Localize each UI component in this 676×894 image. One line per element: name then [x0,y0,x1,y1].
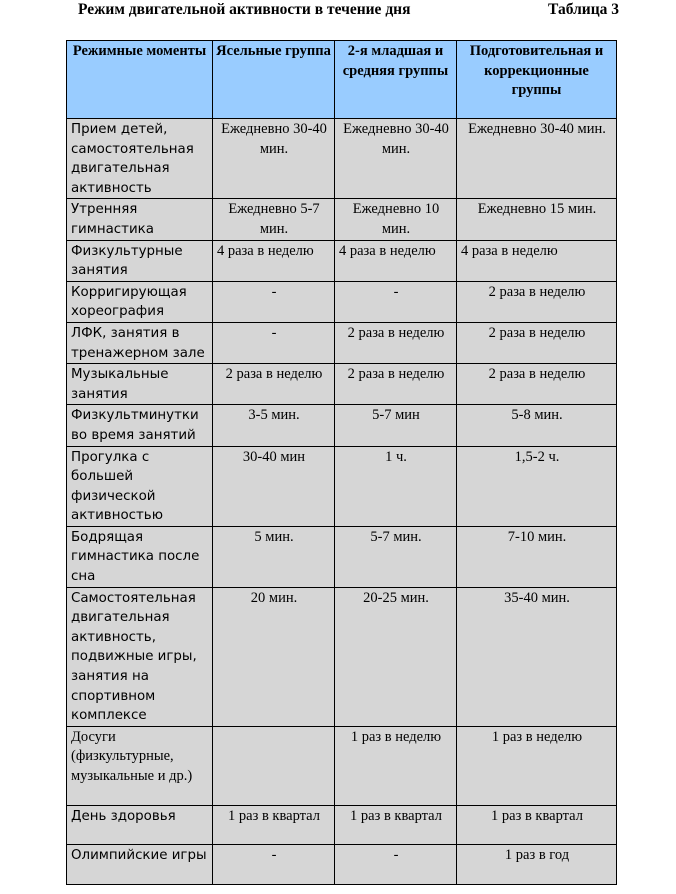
cell: 1,5-2 ч. [457,446,617,526]
row-name: Самостоятельная двигательная активность, подвижные игры, занятия на спортивном комплексе [67,587,213,726]
table-row [67,844,617,884]
table-row [67,405,617,446]
table-row [67,446,617,526]
cell: Ежедневно 10 мин. [335,199,457,240]
row-name: День здоровья [67,805,213,844]
cell: 2 раза в неделю [213,364,335,405]
table-row [67,119,617,199]
column-header: 2-я младшая и средняя группы [335,41,457,119]
cell: Ежедневно 30-40 мин. [457,119,617,199]
cell: 4 раза в неделю [335,240,457,281]
cell: 5-8 мин. [457,405,617,446]
row-name: Утренняя гимнастика [67,199,213,240]
cell: 4 раза в неделю [213,240,335,281]
cell: - [335,844,457,884]
header-row [67,41,617,119]
cell: 1 ч. [335,446,457,526]
row-name: Прием детей, самостоятельная двигательная активность [67,119,213,199]
cell: 20 мин. [213,587,335,726]
table-row [67,281,617,322]
cell: 1 раз в квартал [213,805,335,844]
cell: 1 раз в квартал [457,805,617,844]
row-name: Корригирующая хореография [67,281,213,322]
row-name: Досуги (физкультурные, музыкальные и др.) [67,726,213,805]
table-row [67,526,617,587]
table-row [67,240,617,281]
table-row [67,322,617,363]
cell: 5-7 мин. [335,526,457,587]
table-label: Таблица 3 [548,1,619,18]
column-header: Режимные моменты [67,41,213,119]
cell: - [213,281,335,322]
cell: 2 раза в неделю [457,281,617,322]
table-row [67,364,617,405]
cell: 5 мин. [213,526,335,587]
cell: 5-7 мин [335,405,457,446]
cell: Ежедневно 30-40 мин. [335,119,457,199]
cell: Ежедневно 15 мин. [457,199,617,240]
cell: 2 раза в неделю [457,322,617,363]
cell: 2 раза в неделю [335,364,457,405]
cell: 1 раз в год [457,844,617,884]
row-name: Физкультурные занятия [67,240,213,281]
cell: 1 раз в неделю [335,726,457,805]
cell: Ежедневно 5-7 мин. [213,199,335,240]
cell: - [213,322,335,363]
row-name: Физкультминутки во время занятий [67,405,213,446]
cell: 2 раза в неделю [457,364,617,405]
table-row [67,199,617,240]
cell: Ежедневно 30-40 мин. [213,119,335,199]
page-title: Режим двигательной активности в течение дня [78,1,411,18]
cell: 7-10 мин. [457,526,617,587]
row-name: ЛФК, занятия в тренажерном зале [67,322,213,363]
cell: 30-40 мин [213,446,335,526]
activity-table [66,40,617,885]
column-header: Подготовительная и коррекционные группы [457,41,617,119]
cell: 4 раза в неделю [457,240,617,281]
cell: - [213,844,335,884]
cell: 3-5 мин. [213,405,335,446]
cell: 1 раз в квартал [335,805,457,844]
table-row [67,805,617,844]
row-name: Олимпийские игры [67,844,213,884]
cell: 1 раз в неделю [457,726,617,805]
cell: 2 раза в неделю [335,322,457,363]
row-name: Бодрящая гимнастика после сна [67,526,213,587]
cell: 35-40 мин. [457,587,617,726]
column-header: Ясельные группа [213,41,335,119]
table-row [67,726,617,805]
cell: - [335,281,457,322]
table-row [67,587,617,726]
cell: 20-25 мин. [335,587,457,726]
row-name: Прогулка с большей физической активностью [67,446,213,526]
cell [213,726,335,805]
row-name: Музыкальные занятия [67,364,213,405]
